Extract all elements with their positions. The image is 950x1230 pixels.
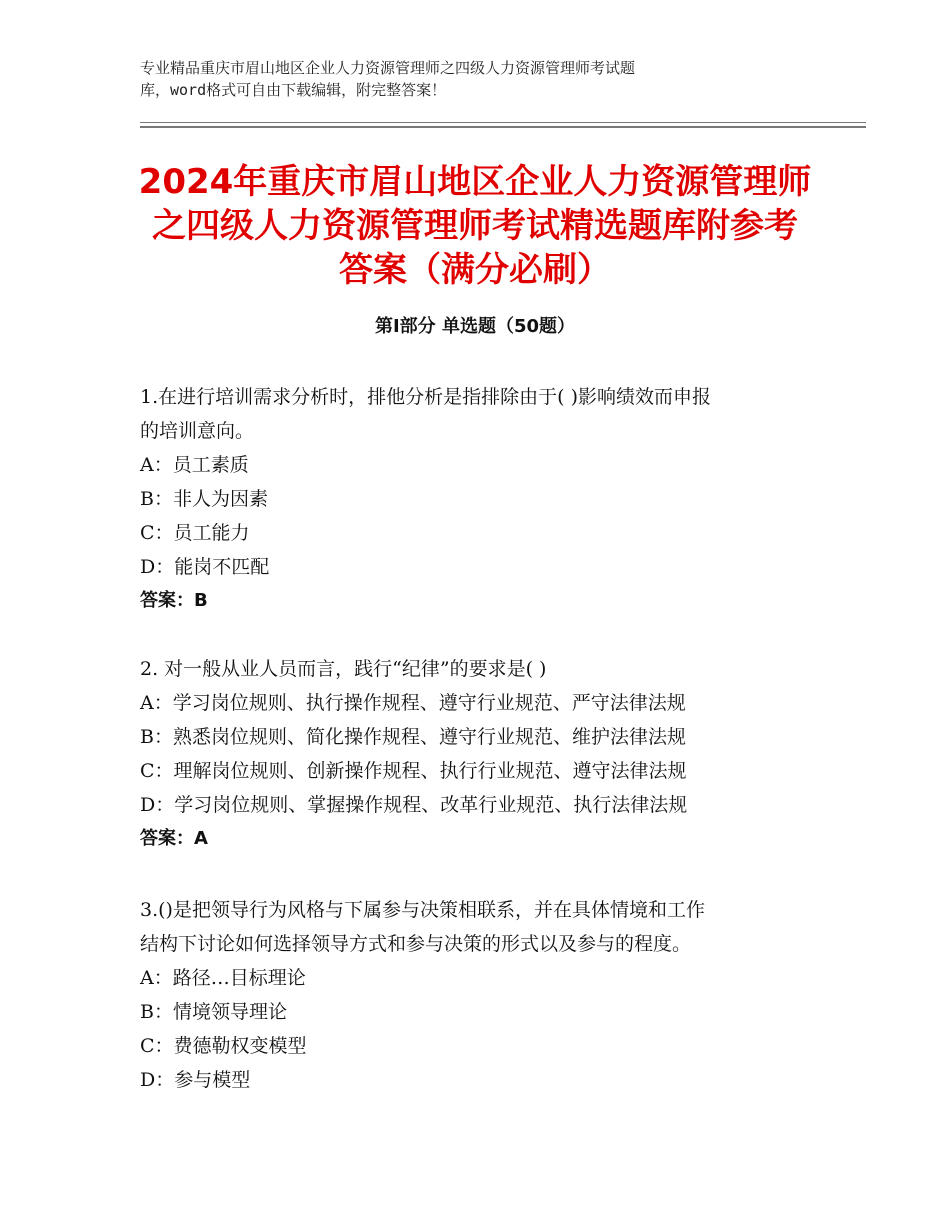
question-stem: 1.在进行培训需求分析时，排他分析是指排除由于( )影响绩效而申报 bbox=[140, 386, 711, 408]
option-a: A：员工素质 bbox=[140, 454, 249, 476]
document-title bbox=[120, 160, 830, 292]
option-d: D：学习岗位规则、掌握操作规程、改革行业规范、执行法律法规 bbox=[140, 794, 688, 816]
answer-label: 答案： bbox=[140, 828, 194, 849]
answer bbox=[140, 822, 820, 856]
section-heading: 第Ⅰ部分 单选题（50题） bbox=[374, 316, 575, 337]
header-divider bbox=[140, 126, 866, 128]
answer-label: 答案： bbox=[140, 590, 194, 611]
question-1 bbox=[140, 380, 820, 618]
option-a: A：学习岗位规则、执行操作规程、遵守行业规范、严守法律法规 bbox=[140, 692, 686, 714]
title-line: 2024年重庆市眉山地区企业人力资源管理师 bbox=[138, 162, 812, 202]
header-divider bbox=[140, 122, 866, 123]
question-stem: 的培训意向。 bbox=[140, 420, 255, 442]
question-stem: 2. 对一般从业人员而言，践行“纪律”的要求是( ) bbox=[140, 658, 547, 680]
question-3 bbox=[140, 893, 820, 1097]
option-d: D：参与模型 bbox=[140, 1069, 251, 1091]
option-a: A：路径…目标理论 bbox=[140, 967, 306, 989]
title-line: 之四级人力资源管理师考试精选题库附参考 bbox=[152, 206, 798, 246]
option-c: C：理解岗位规则、创新操作规程、执行行业规范、遵守法律法规 bbox=[140, 760, 687, 782]
answer-value: A bbox=[194, 828, 208, 849]
header-note bbox=[140, 57, 780, 101]
option-b: B：情境领导理论 bbox=[140, 1001, 287, 1023]
answer bbox=[140, 584, 820, 618]
option-c: C：费德勒权变模型 bbox=[140, 1035, 307, 1057]
option-b: B：熟悉岗位规则、简化操作规程、遵守行业规范、维护法律法规 bbox=[140, 726, 686, 748]
option-c: C：员工能力 bbox=[140, 522, 250, 544]
question-2 bbox=[140, 652, 820, 856]
question-stem: 3.()是把领导行为风格与下属参与决策相联系，并在具体情境和工作 bbox=[140, 899, 705, 921]
question-stem: 结构下讨论如何选择领导方式和参与决策的形式以及参与的程度。 bbox=[140, 933, 692, 955]
answer-value: B bbox=[194, 590, 208, 611]
header-note-line: 专业精品重庆市眉山地区企业人力资源管理师之四级人力资源管理师考试题 bbox=[140, 59, 636, 77]
option-b: B：非人为因素 bbox=[140, 488, 268, 510]
header-note-line: 库，word格式可自由下载编辑，附完整答案！ bbox=[140, 81, 447, 99]
title-line: 答案（满分必刷） bbox=[339, 250, 611, 290]
option-d: D：能岗不匹配 bbox=[140, 556, 270, 578]
